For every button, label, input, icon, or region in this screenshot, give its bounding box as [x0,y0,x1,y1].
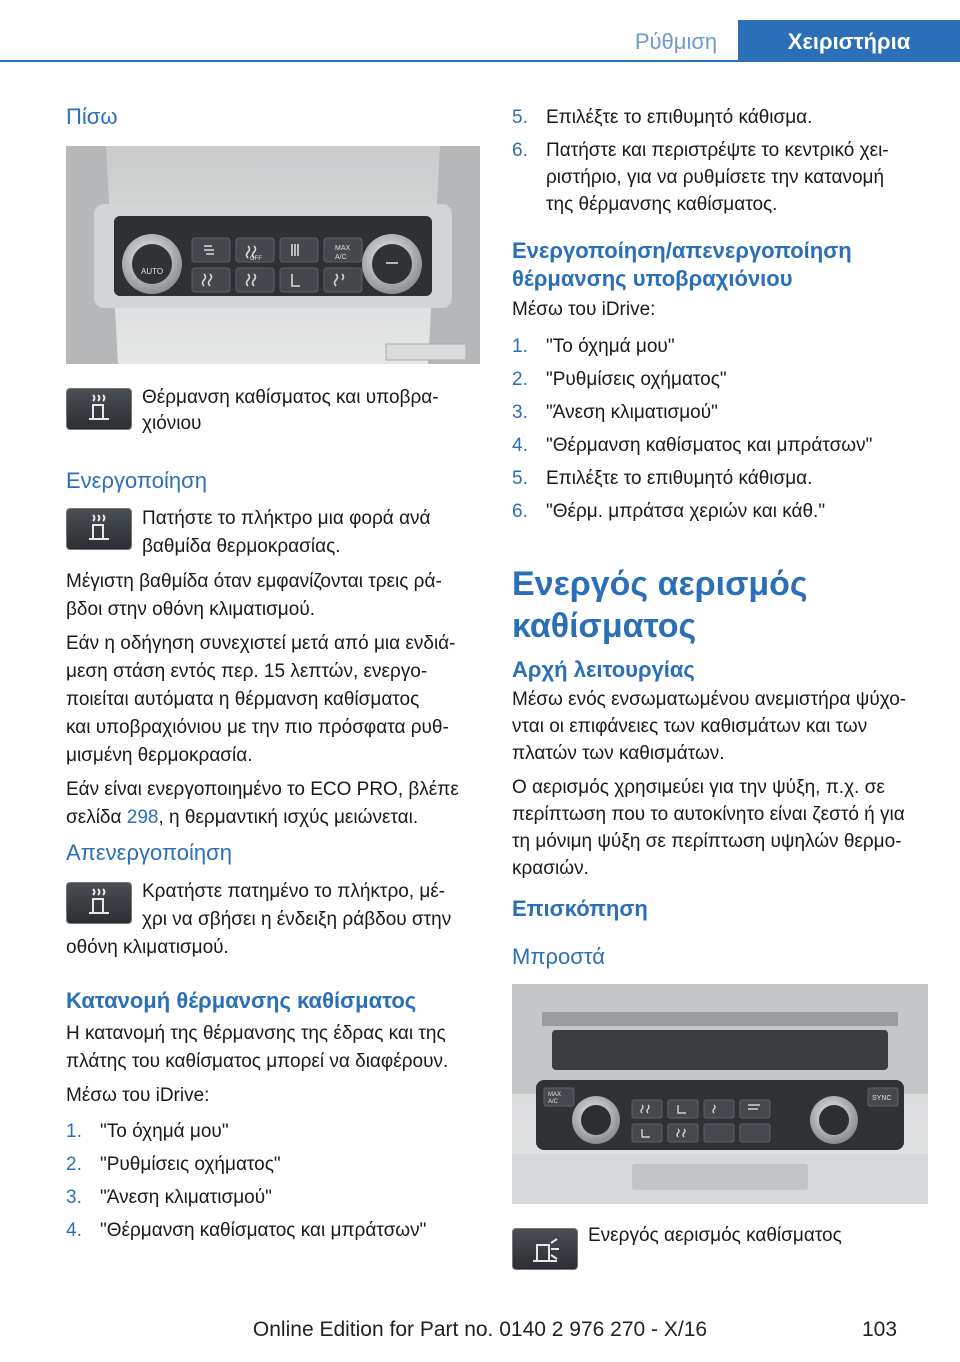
step-number: 4. [66,1220,82,1241]
distribution-heading: Κατανομή θέρμανσης καθίσματος [66,988,417,1013]
principle-p1-3: πλατών των καθισμάτων. [512,743,725,764]
deactivation-heading: Απενεργοποίηση [66,840,232,865]
step-text: "Ρυθμίσεις οχήματος" [100,1154,281,1175]
activation-p2-4: και υποβραχιόνιου με την πιο πρόσφατα ρυθ‐ [66,717,449,738]
btn-ac-label: A/C [548,1099,559,1105]
principle-p1-1: Μέσω ενός ενσωματωμένου ανεμιστήρα ψύχο‐ [512,689,907,710]
deactivation-text-cont: οθόνη κλιματισμού. [66,937,229,958]
step-text: "Το όχημά μου" [546,336,675,357]
distribution-p2: Μέσω του iDrive: [66,1085,210,1106]
header-rule [0,60,960,62]
btn-off-label: OFF [250,256,262,262]
deactivation-icon-text-1: Κρατήστε πατημένο το πλήκτρο, μέ‐ [142,881,446,902]
step-text: "Θέρμανση καθίσματος και μπράτσων" [100,1220,427,1241]
activation-p2-3: ποιείται αυτόματα η θέρμανση καθίσματος [66,689,420,710]
principle-p1-2: νται οι επιφάνειες των καθισμάτων και των [512,716,868,737]
step-number: 2. [66,1154,82,1175]
step-number: 1. [512,336,528,357]
front-heading: Μπροστά [512,944,605,969]
principle-p2-2: περίπτωση που το αυτοκίνητο είναι ζεστό ή για [512,804,905,825]
footer-edition: Online Edition for Part no. 0140 2 976 270 - X/16 [252,1318,708,1341]
step-text: Πατήστε και περιστρέψτε το κεντρικό χει‐ [546,140,889,161]
activation-p3-pre: σελίδα [66,807,127,828]
principle-p2-1: Ο αερισμός χρησιμεύει για την ψύξη, π.χ. σε [512,777,885,798]
activation-p2-1: Εάν η οδήγηση συνεχιστεί μετά από μια ενδιά‐ [66,633,456,654]
fig1-caption-line2: χιόνιου [142,413,202,434]
btn-ac-label: A/C [335,254,347,261]
seat-heating-icon [66,882,132,924]
ventilation-title-2: καθίσματος [512,607,697,645]
step-text: Επιλέξτε το επιθυμητό κάθισμα. [546,107,813,128]
seat-heating-icon [66,388,132,430]
armrest-heading-2: θέρμανσης υποβραχιόνιου [512,266,793,291]
step-text: "Ρυθμίσεις οχήματος" [546,369,727,390]
step-number: 1. [66,1121,82,1142]
ventilation-title-1: Ενεργός αερισμός [512,565,808,603]
activation-p3-1: Εάν είναι ενεργοποιημένο το ECO PRO, βλέπε [66,779,459,800]
activation-p2-5: μισμένη θερμοκρασία. [66,745,253,766]
activation-p1-2: βδοι στην οθόνη κλιματισμού. [66,599,315,620]
front-climate-panel-photo [512,984,928,1204]
fig1-caption-line1: Θέρμανση καθίσματος και υποβρα‐ [142,387,439,408]
step-text: της θέρμανσης καθίσματος. [546,194,778,215]
step-text: "Άνεση κλιματισμού" [100,1187,272,1208]
step-text: ριστήριο, για να ρυθμίσετε την κατανομή [546,167,885,188]
principle-p2-4: κρασιών. [512,858,589,879]
distribution-p1-1: Η κατανομή της θέρμανσης της έδρας και της [66,1023,446,1044]
activation-p1-1: Μέγιστη βαθμίδα όταν εμφανίζονται τρεις ρά‐ [66,571,442,592]
step-text: "Θέρμ. μπράτσα χεριών και κάθ." [546,501,826,522]
page-number: 103 [862,1318,898,1341]
fig2-caption: Ενεργός αερισμός καθίσματος [588,1225,842,1246]
step-number: 2. [512,369,528,390]
step-number: 4. [512,435,528,456]
activation-icon-text-2: βαθμίδα θερμοκρασίας. [142,536,341,557]
btn-max-label: MAX [335,245,351,252]
step-number: 6. [512,501,528,522]
armrest-p: Μέσω του iDrive: [512,299,656,320]
activation-p2-2: μεση στάση εντός περ. 15 λεπτών, ενεργο‐ [66,661,428,682]
step-text: "Το όχημά μου" [100,1121,229,1142]
btn-auto-label: AUTO [141,267,164,276]
activation-heading: Ενεργοποίηση [66,468,207,493]
step-number: 6. [512,140,528,161]
seat-ventilation-icon [512,1228,578,1270]
armrest-heading-1: Ενεργοποίηση/απενεργοποίηση [512,238,852,263]
step-number: 5. [512,107,528,128]
btn-sync-label: SYNC [872,1095,892,1102]
header-section: Ρύθμιση [634,29,718,54]
rear-climate-panel-photo [66,146,480,364]
rear-heading: Πίσω [66,104,118,129]
principle-heading: Αρχή λειτουργίας [512,657,695,682]
header-chapter: Χειριστήρια [738,20,960,62]
principle-p2-3: τη μόνιμη ψύξη σε περίπτωση υψηλών θερμο‐ [512,831,902,852]
step-number: 3. [512,402,528,423]
activation-p3-2 [66,804,418,832]
step-number: 5. [512,468,528,489]
deactivation-icon-text-2: χρι να σβήσει η ένδειξη ράβδου στην [142,909,452,930]
step-text: "Θέρμανση καθίσματος και μπράτσων" [546,435,873,456]
btn-max-label: MAX [548,1092,562,1098]
page-link-298[interactable]: 298 [126,807,159,828]
overview-heading: Επισκόπηση [512,896,648,921]
step-text: "Άνεση κλιματισμού" [546,402,718,423]
activation-icon-text-1: Πατήστε το πλήκτρο μια φορά ανά [142,508,431,529]
step-number: 3. [66,1187,82,1208]
step-text: Επιλέξτε το επιθυμητό κάθισμα. [546,468,813,489]
seat-heating-icon [66,508,132,550]
distribution-p1-2: πλάτης του καθίσματος μπορεί να διαφέρουν. [66,1051,449,1072]
activation-p3-post: , η θερμαντική ισχύς μειώνεται. [158,807,419,828]
